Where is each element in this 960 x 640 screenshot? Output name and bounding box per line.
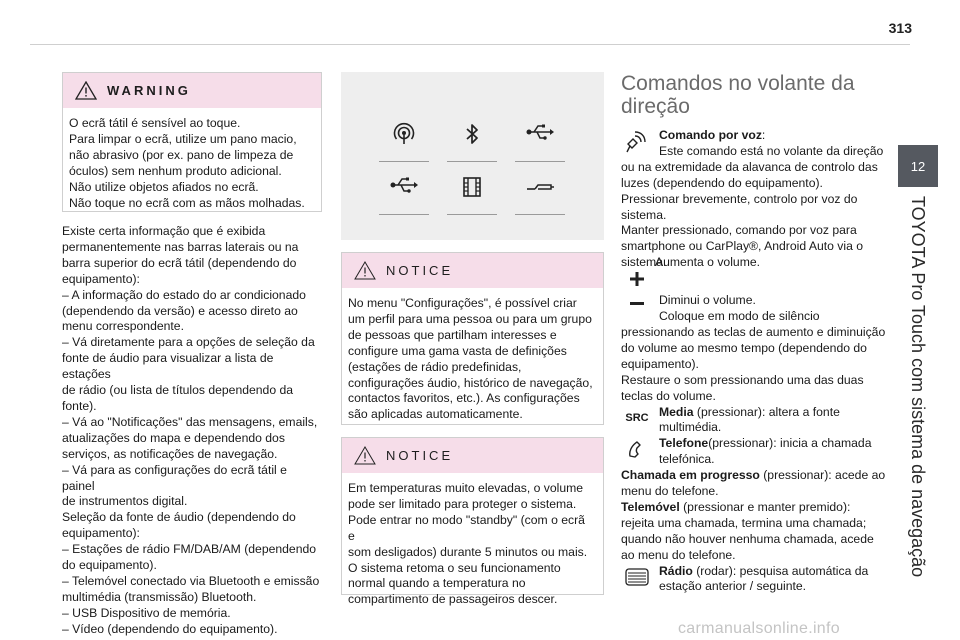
notice-line: Pode entrar no modo "standby" (com o ecrã e [348,512,585,543]
radio-icon [379,122,429,162]
text-line: sistema. [621,255,667,270]
text-line: Restaure o som pressionando uma das duas [621,372,864,387]
text-line: do volume ao mesmo tempo (dependendo do [621,340,867,355]
radio-rest: (rodar): pesquisa automática da [692,563,869,578]
text-line: equipamento): [62,526,140,541]
text-line: – Vá para as configurações do ecrã tátil e painel [62,462,287,493]
text-line: Existe certa informação que é exibida [62,224,266,238]
notice-line: O sistema retoma o seu funcionamento [348,560,561,575]
src-icon [621,405,653,437]
text-line: Coloque em modo de silêncio [659,309,820,324]
header-divider [30,44,910,45]
column-right [621,72,887,595]
text-line: teclas do volume. [621,388,716,403]
aux-cable-icon [515,175,565,215]
text-line: Diminui o volume. [659,293,756,308]
phone-rest: (pressionar): inicia a chamada [708,436,872,451]
volume-down-item [621,293,887,404]
notice-line: normal quando a temperatura no [348,576,526,591]
notice-header [342,438,603,473]
text-line: Manter pressionado, comando por voz para [621,223,857,238]
notice-title: NOTICE [386,447,454,463]
text-line: pressionando as teclas de aumento e diminuição [621,324,886,339]
notice-line: de pessoas que partilham interesses e [348,327,557,342]
text-line: – Telemóvel conectado via Bluetooth e emissão [62,573,320,588]
mobile-label: Telemóvel [621,499,680,514]
section-title [621,72,887,118]
radio-line [659,564,868,580]
warning-box [62,72,322,212]
warning-triangle-icon [75,81,97,100]
text-line: equipamento). [621,356,699,371]
text-line [621,468,887,484]
minus-icon [621,293,653,325]
side-title-container [898,196,938,616]
text-line: multimédia. [659,420,722,435]
notice-title: NOTICE [386,262,454,278]
media-text [659,405,840,437]
text-line: menu do telefone. [621,484,719,499]
notice-line: um perfil para uma pessoa ou para um grupo [348,311,592,326]
text-line: sistema. [621,207,667,222]
bluetooth-icon [447,122,497,162]
phone-line [659,436,871,452]
usb-icon [379,175,429,215]
plus-icon [629,271,645,287]
section-title-line: Comandos no volante da [621,72,855,95]
notice-line: Em temperaturas muito elevadas, o volume [348,481,584,495]
text-line: telefónica. [659,452,715,467]
info-text [62,224,322,638]
text-line: de instrumentos digital. [62,494,188,509]
media-rest: (pressionar): altera a fonte [693,404,840,419]
text-line: menu correspondente. [62,319,184,334]
text-line: quando não houver nenhuma chamada, acede [621,531,874,546]
notice-box [341,252,604,425]
scroll-wheel-icon [621,564,653,596]
chapter-title: TOYOTA Pro Touch com sistema de navegação [908,196,928,578]
text-line: – Estações de rádio FM/DAB/AM (dependendo [62,542,317,557]
notice-line: são aplicadas automaticamente. [348,407,523,422]
chapter-tab[interactable]: 12 [898,145,938,187]
notice-line: contactos favoritos, etc.). As configurações [348,391,580,406]
notice-header [342,253,603,288]
call-label: Chamada em progresso [621,468,760,483]
notice-line: configurações áudio, histórico de navegação, [348,375,593,390]
text-line: estação anterior / seguinte. [659,579,807,594]
volume-up-text: Aumenta o volume. [655,255,761,270]
mobile-rest: (pressionar e manter premido): [679,499,851,514]
section-title-line: direção [621,95,690,118]
text-line: luzes (dependendo do equipamento). [621,175,823,190]
warning-line: Para limpar o ecrã, utilize um pano macio, [69,131,297,146]
column-left [62,72,322,638]
volume-down-row [621,293,887,325]
text-line: serviços, as notificações de navegação. [62,446,278,461]
text-line: multimédia (transmissão) Bluetooth. [62,589,257,604]
volume-down-indented [659,293,820,325]
media-label: Media [659,404,694,419]
notice-triangle-icon [354,261,376,280]
source-icons-panel [341,72,604,240]
warning-line: óculos) sem nenhum produto adicional. [69,163,282,178]
phone-icon [621,436,653,468]
warning-line: não abrasivo (por ex. pano de limpeza de [69,147,294,162]
text-line: Seleção da fonte de áudio (dependendo do [62,510,296,525]
radio-item [621,564,887,596]
text-line: rejeita uma chamada, termina uma chamada; [621,515,867,530]
warning-title: WARNING [107,82,191,98]
voice-command-item [621,128,887,271]
text-line: fonte). [62,398,97,413]
voice-command-icon [621,128,653,160]
voice-row [621,128,887,160]
notice-line: pode ser limitado para proteger o sistema. [348,496,577,511]
text-line: – A informação do estado do ar condicionado [62,287,306,302]
notice-line: (estações de rádio predefinidas, [348,359,522,374]
warning-line: O ecrã tátil é sensível ao toque. [69,116,241,130]
notice-box [341,437,604,607]
notice-line: compartimento de passageiros descer. [348,592,558,607]
text-line: atualizações do mapa e dependendo dos [62,430,285,445]
text-line: permanentemente nas barras laterais ou na [62,239,299,254]
text-line: (dependendo da versão) e acesso direto ao [62,303,298,318]
page-number: 313 [888,20,912,36]
radio-label: Rádio [659,563,693,578]
src-label: SRC [625,411,649,424]
voice-label: Comando por voz [659,128,762,142]
notice-line: No menu "Configurações", é possível criar [348,296,577,310]
call-rest: (pressionar): acede ao [759,468,886,483]
video-icon [447,175,497,215]
voice-first-line [659,128,883,144]
text-line: Pressionar brevemente, controlo por voz do [621,191,858,206]
text-line: – Vá diretamente para a opções de seleção da [62,335,315,350]
usb-icon [515,122,565,162]
text-line [621,500,887,516]
phone-item [621,436,887,563]
text-line: – Vá ao "Notificações" das mensagens, emails, [62,414,318,429]
voice-colon: : [761,128,766,142]
watermark: carmanualsonline.info [678,620,840,637]
phone-row [621,436,887,468]
text-line: barra superior do ecrã tátil (dependendo do [62,255,297,270]
warning-line: Não toque no ecrã com as mãos molhadas. [69,195,305,210]
text-line: fonte de áudio para visualizar a lista de estações [62,351,274,382]
notice-line: som desligados) durante 5 minutos ou mais. [348,544,588,559]
warning-header [63,73,321,108]
text-line: Este comando está no volante da direção [659,143,884,158]
text-line: ou na extremidade da alavanca de controlo das [621,159,878,174]
text-line: – USB Dispositivo de memória. [62,605,231,620]
text-line: smartphone ou CarPlay®, Android Auto via o [621,239,864,254]
text-line: equipamento): [62,271,140,286]
media-item [621,405,887,437]
text-line: – Vídeo (dependendo do equipamento). [62,621,278,636]
volume-up-item [621,255,887,293]
phone-label: Telefone [659,436,709,451]
notice-line: configure uma gama vasta de definições [348,343,567,358]
media-line [659,405,840,421]
notice-triangle-icon [354,446,376,465]
text-line: de rádio (ou lista de títulos dependendo da [62,383,294,398]
notice-body [342,288,603,431]
radio-text [659,564,868,596]
voice-indented [659,128,883,160]
warning-line: Não utilize objetos afiados no ecrã. [69,179,259,194]
notice-body [342,473,603,616]
column-middle [341,72,604,607]
warning-body [63,108,321,219]
text-line: ao menu do telefone. [621,547,736,562]
text-line: do equipamento). [62,558,157,573]
phone-text [659,436,871,468]
